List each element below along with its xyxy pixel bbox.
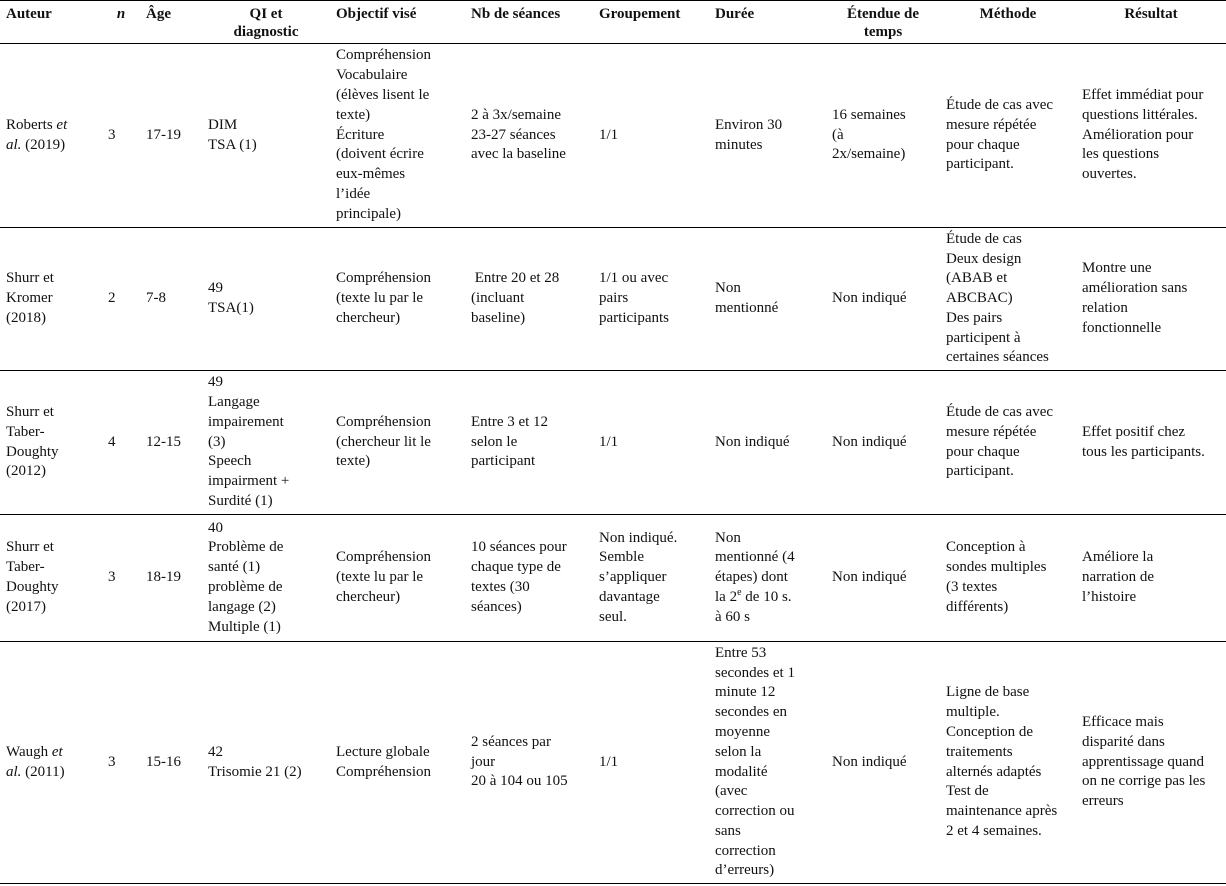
cell-line: 2 et 4 semaines. [946,822,1042,839]
cell-groupement [593,515,709,642]
cell-etendue [826,642,940,884]
cell-line: relation [1082,300,1128,316]
cell-age: 17-19 [140,44,202,228]
cell-line: Entre 3 et 12 [471,413,549,430]
cell-n: 3 [102,642,140,884]
cell-line: Shurr et [6,270,54,287]
cell-objectif [330,228,465,371]
cell-line: (2017) [6,598,46,615]
cell-resultat [1076,515,1226,642]
cell-line: Deux design [946,250,1022,267]
cell-line: 2 séances par [471,733,551,750]
cell-line: mentionné [715,300,779,316]
cell-line: Des pairs [946,309,1003,326]
cell-etendue [826,44,940,228]
cell-line: les questions [1082,146,1160,163]
cell-line: Compréhension [336,413,431,430]
cell-duree [709,642,826,884]
cell-auteur: Waugh et al. (2011) [0,642,102,884]
cell-line: pour chaque [946,136,1020,153]
cell-line: Speech [208,453,252,470]
header-objectif: Objectif visé [330,1,465,44]
cell-line: Non [715,280,741,297]
cell-line: 49 [208,280,223,297]
cell-resultat [1076,44,1226,228]
cell-age: 15-16 [140,642,202,884]
cell-line: (ABAB et [946,270,1008,287]
cell-line: amélioration sans [1082,280,1188,297]
cell-auteur: Roberts et al. (2019) [0,44,102,228]
cell-line: Non indiqué [832,290,907,307]
cell-line: textes (30 [471,579,530,595]
cell-line: avec la baseline [471,146,566,163]
cell-line: 42 [208,743,223,760]
cell-line: Compréhension [336,270,431,287]
cell-line: sans [715,822,741,839]
cell-seances [465,228,593,371]
table-row [0,515,1226,642]
cell-line: chercheur) [336,309,401,326]
header-etendue: Étendue de temps [826,1,940,44]
header-resultat: Résultat [1076,1,1226,44]
cell-line: 40 [208,519,223,536]
cell-n: 2 [102,228,140,371]
cell-line: (élèves lisent le [336,87,430,103]
header-row [0,1,1226,44]
cell-line: Taber- [6,423,45,440]
cell-line: Entre 53 [715,644,767,661]
cell-line: disparité dans [1082,733,1165,750]
cell-auteur [0,228,102,371]
cell-line: Amélioration pour [1082,126,1194,143]
cell-methode [940,515,1076,642]
header-duree: Durée [709,1,826,44]
cell-methode [940,228,1076,371]
cell-auteur [0,515,102,642]
cell-line: séances) [471,598,522,615]
cell-line: fonctionnelle [1082,319,1162,336]
cell-groupement [593,44,709,228]
cell-line: tous les participants. [1082,443,1205,460]
cell-qi [202,44,330,228]
cell-line: 2 à 3x/semaine [471,106,561,123]
cell-line: jour [471,753,496,770]
cell-age: 7-8 [140,228,202,371]
cell-seances [465,371,593,515]
cell-line: erreurs [1082,793,1124,810]
cell-line: 23-27 séances [471,126,556,143]
cell-age: 12-15 [140,371,202,515]
cell-objectif [330,44,465,228]
cell-line: 10 séances pour [471,539,567,556]
cell-line: Effet positif chez [1082,423,1186,440]
cell-line: Conception de [946,723,1034,740]
cell-line: selon le [471,433,518,450]
cell-line: d’erreurs) [715,862,775,879]
cell-line: 16 semaines [832,106,906,123]
cell-line: Conception à [946,539,1026,556]
cell-line: Entre 20 et 28 [471,270,560,287]
cell-groupement [593,228,709,371]
cell-line: moyenne [715,723,770,740]
cell-line: Améliore la [1082,549,1154,566]
cell-objectif [330,642,465,884]
cell-line: Montre une [1082,260,1152,277]
cell-line: 20 à 104 ou 105 [471,773,568,790]
cell-line: Écriture [336,126,385,143]
cell-line: (2012) [6,463,46,480]
cell-line: ouvertes. [1082,166,1137,183]
cell-line: mesure répétée [946,116,1037,133]
cell-line: Compréhension [336,47,431,64]
cell-line: problème de [208,579,283,595]
cell-line: (incluant [471,290,525,307]
cell-line: texte) [336,106,371,123]
cell-line: alternés adaptés [946,763,1042,780]
cell-line: Multiple (1) [208,618,281,635]
cell-line: chercheur) [336,588,401,605]
table-row [0,228,1226,371]
cell-groupement [593,371,709,515]
header-qi: QI et diagnostic [202,1,330,44]
cell-line: correction ou [715,803,795,820]
cell-resultat [1076,371,1226,515]
cell-line: (doivent écrire [336,146,424,163]
cell-n: 3 [102,515,140,642]
cell-line: Semble [599,549,644,566]
cell-duree: Non mentionné (4 étapes) dont la 2e de 10 s. à 60 s [709,515,826,642]
cell-line: Étude de cas [946,230,1022,247]
cell-line: Effet immédiat pour [1082,87,1204,103]
cell-line: 1/1 [599,433,619,450]
cell-qi [202,228,330,371]
table-row [0,44,1226,228]
header-auteur: Auteur [0,1,102,44]
cell-line: ABCBAC) [946,290,1013,307]
header-age: Âge [140,1,202,44]
cell-line: Efficace mais [1082,714,1164,730]
cell-resultat [1076,642,1226,884]
cell-line: Non indiqué [832,433,907,450]
cell-line: (3) [208,433,226,450]
cell-line: Non indiqué [715,433,790,450]
cell-line: (2018) [6,309,46,326]
cell-qi [202,371,330,515]
cell-line: (avec [715,783,748,800]
cell-line: seul. [599,608,627,625]
cell-auteur [0,371,102,515]
cell-line: Environ 30 [715,116,783,133]
cell-seances [465,642,593,884]
cell-line: on ne corrige pas les [1082,773,1206,790]
cell-line: texte) [336,453,371,470]
cell-line: TSA (1) [208,136,257,153]
cell-resultat [1076,228,1226,371]
cell-etendue [826,515,940,642]
cell-line: (chercheur lit le [336,433,431,450]
cell-line: Taber- [6,559,45,576]
cell-line: questions littérales. [1082,106,1198,123]
cell-duree [709,371,826,515]
cell-duree [709,44,826,228]
cell-groupement [593,642,709,884]
cell-line: DIM [208,116,238,133]
cell-line: participant. [946,463,1014,480]
cell-line: Shurr et [6,403,54,420]
cell-line: Vocabulaire [336,67,408,84]
cell-n: 3 [102,44,140,228]
cell-methode [940,44,1076,228]
cell-line: 1/1 [599,753,619,770]
cell-etendue [826,228,940,371]
cell-etendue [826,371,940,515]
cell-line: langage (2) [208,598,276,615]
cell-line: l’histoire [1082,588,1137,605]
cell-line: pour chaque [946,443,1020,460]
cell-line: santé (1) [208,559,261,576]
cell-line: Non indiqué. [599,529,678,546]
cell-line: Doughty [6,443,59,460]
cell-line: 1/1 [599,126,619,143]
cell-line: (texte lu par le [336,569,424,586]
cell-methode [940,642,1076,884]
cell-line: Langage [208,394,260,410]
cell-line: impairement [208,413,284,430]
cell-line: Shurr et [6,539,54,556]
cell-line: participants [599,309,669,326]
cell-line: mesure répétée [946,423,1037,440]
cell-line: minute 12 [715,684,776,701]
cell-line: Compréhension [336,763,431,780]
cell-qi [202,642,330,884]
cell-line: (à [832,126,844,143]
cell-line: Ligne de base [946,684,1030,701]
cell-n: 4 [102,371,140,515]
cell-line: secondes en [715,704,788,721]
cell-line: apprentissage quand [1082,753,1205,770]
cell-line: l’idée [336,185,371,202]
cell-line: Test de [946,783,989,800]
cell-line: (3 textes [946,579,998,595]
cell-line: TSA(1) [208,300,254,316]
cell-line: participant. [946,156,1014,173]
cell-line: principale) [336,205,401,222]
cell-line: 2x/semaine) [832,146,906,163]
cell-line: selon la [715,743,762,760]
cell-line: multiple. [946,704,1000,721]
cell-line: 49 [208,374,223,391]
cell-line: Non indiqué [832,569,907,586]
cell-objectif [330,371,465,515]
cell-line: différents) [946,598,1009,615]
cell-methode [940,371,1076,515]
cell-line: Étude de cas avec [946,403,1054,420]
cell-line: impairment + [208,473,290,490]
table-row [0,642,1226,884]
cell-line: Trisomie 21 (2) [208,763,302,780]
cell-line: Lecture globale [336,743,430,760]
cell-line: Non indiqué [832,753,907,770]
cell-line: participant [471,453,536,470]
header-seances: Nb de séances [465,1,593,44]
cell-line: maintenance après [946,803,1058,820]
cell-objectif [330,515,465,642]
cell-line: 1/1 ou avec [599,270,669,287]
cell-line: narration de [1082,569,1155,586]
cell-line: (texte lu par le [336,290,424,307]
header-methode: Méthode [940,1,1076,44]
cell-line: modalité [715,763,768,780]
cell-line: Kromer [6,290,53,307]
cell-age: 18-19 [140,515,202,642]
cell-line: secondes et 1 [715,664,795,681]
cell-line: chaque type de [471,559,561,576]
cell-line: Doughty [6,579,59,595]
cell-line: Compréhension [336,549,431,566]
cell-qi [202,515,330,642]
cell-line: s’appliquer [599,569,667,586]
cell-duree [709,228,826,371]
cell-line: baseline) [471,309,526,326]
cell-line: Surdité (1) [208,492,273,509]
cell-line: minutes [715,136,763,153]
cell-line: correction [715,842,776,859]
table-row [0,371,1226,515]
cell-seances [465,515,593,642]
cell-line: sondes multiples [946,559,1047,576]
cell-line: pairs [599,290,629,307]
cell-line: certaines séances [946,349,1049,366]
cell-line: Problème de [208,539,284,556]
cell-line: traitements [946,743,1013,760]
cell-line: davantage [599,588,660,605]
header-groupement: Groupement [593,1,709,44]
cell-line: eux-mêmes [336,166,406,183]
cell-line: participent à [946,329,1021,346]
cell-line: Étude de cas avec [946,96,1054,113]
cell-seances [465,44,593,228]
header-n: n [102,1,140,44]
